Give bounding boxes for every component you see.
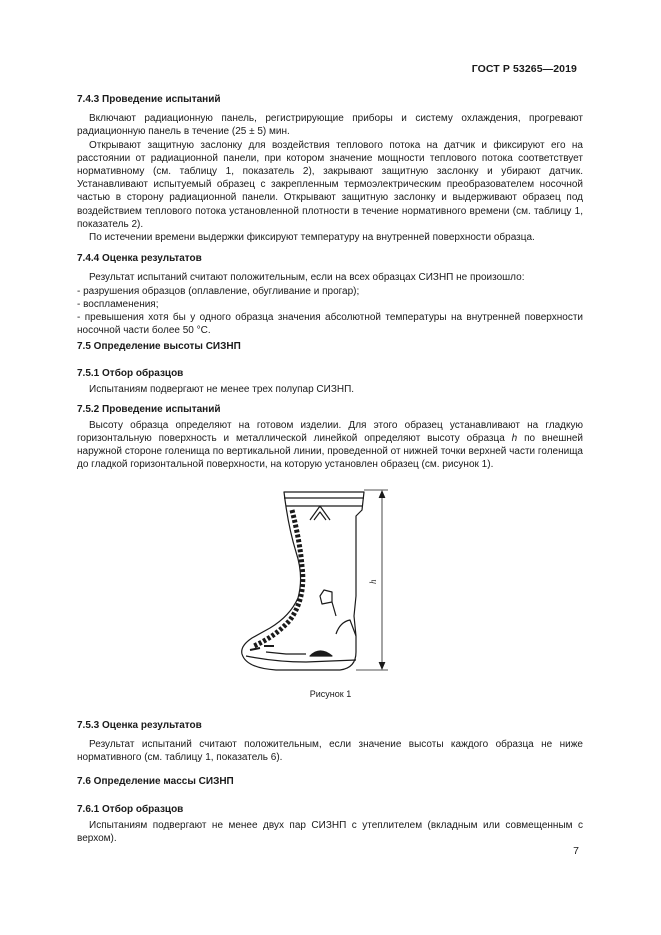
heading-7-5-3: 7.5.3 Оценка результатов xyxy=(77,720,202,731)
height-label: h xyxy=(368,579,378,584)
paragraph: Включают радиационную панель, регистрирующие приборы и систему охлаждения, прогревают радиационную панель в течение (25 ± 5) мин. xyxy=(77,113,583,138)
heading-7-5-2: 7.5.2 Проведение испытаний xyxy=(77,403,221,415)
paragraph: Результат испытаний считают положительным, если на всех образцах СИЗНП не произошло: xyxy=(89,272,525,284)
chevron-icon xyxy=(310,506,330,520)
boot-sole xyxy=(246,656,356,662)
paragraph: Результат испытаний считают положительным, если значение высоты каждого образца не ниже нормативного (см. таблицу 1, показатель 6). xyxy=(77,739,583,764)
paragraph: Высоту образца определяют на готовом изделии. Для этого образец устанавливают на гладкую горизонтальную поверхность и металлической линейкой определяют высоту образца h по внешней наружной стороне голенища по вертикальной линии, проведенной от нижней точки верхней части голенища до гладкой горизонтальной поверхности, на которую установлен образец (см. рисунок 1). xyxy=(77,419,584,471)
section-7-4-3 xyxy=(77,93,583,337)
list-item: - превышения хотя бы у одного образца значения абсолютной температуры на внутренней поверхности носочной части более 50 °С. xyxy=(77,312,583,337)
heading-7-4-3: 7.4.3 Проведение испытаний xyxy=(77,94,221,105)
section-7-5 xyxy=(77,340,583,472)
heading-7-5-1: 7.5.1 Отбор образцов xyxy=(77,368,184,380)
heading-7-5: 7.5 Определение высоты СИЗНП xyxy=(77,341,241,352)
list-item: - воспламенения; xyxy=(77,298,159,310)
figure-caption: Рисунок 1 xyxy=(309,689,352,699)
section-7-5-3 xyxy=(77,719,583,845)
heading-7-6: 7.6 Определение массы СИЗНП xyxy=(77,775,234,787)
heading-7-4-4: 7.4.4 Оценка результатов xyxy=(77,253,202,265)
paragraph: Испытаниям подвергают не менее двух пар СИЗНП с утеплителем (вкладным или совмещенным с верхом). xyxy=(77,820,583,845)
paragraph: Открывают защитную заслонку для воздействия теплового потока на датчик и фиксируют его на расстоянии от радиационной панели, при котором значение мощности теплового потока соответствует нормативному (см. таблицу 1, показатель 2), закрывают защитную заслонку и убирают датчик. Устанавливают испытуемый образец с закрепленным термоэлектрическим преобразователем носочной частью в сторону радиационной панели. Открывают защитную заслонку и выдерживают образец под воздействием теплового потока установленной плотности в течение нормативного времени (см. таблицу 1, показатель 2). xyxy=(77,139,583,230)
paragraph: По истечении времени выдержки фиксируют температуру на внутренней поверхности образца. xyxy=(89,232,535,244)
page-number: 7 xyxy=(573,845,579,857)
document-header: ГОСТ Р 53265—2019 xyxy=(471,63,577,75)
paragraph: Испытаниям подвергают не менее трех полупар СИЗНП. xyxy=(89,384,355,396)
boot-welt xyxy=(254,510,303,646)
heading-7-6-1: 7.6.1 Отбор образцов xyxy=(77,803,184,815)
boot-figure xyxy=(236,486,406,676)
list-item: - разрушения образцов (оплавление, обугливание и прогар); xyxy=(77,285,360,297)
height-symbol: h xyxy=(511,433,518,445)
